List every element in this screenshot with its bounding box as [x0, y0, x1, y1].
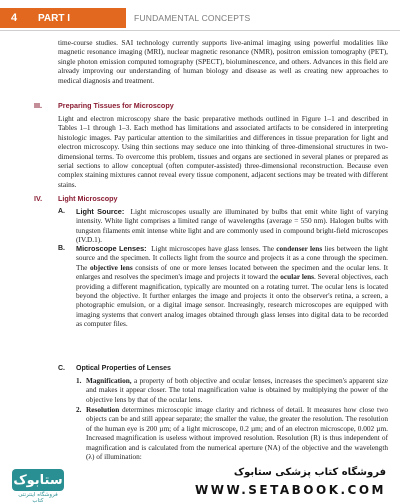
subsection-b-text [76, 244, 388, 329]
chapter-title: FUNDAMENTAL CONCEPTS [134, 13, 251, 23]
item-title: Resolution [86, 405, 120, 414]
setabook-logo [12, 469, 64, 504]
item-title: Magnification, [86, 376, 132, 385]
item-body: determines microscopic image clarity and richness of detail. It measures how close two objects can be and still appear separate; the smaller the value, the greater the resolution. The resolution of the human eye is 200 µm; of a light microscope, 0.2 µm; and of an electron microscope, 0.002 µm. Increased magnification is useless without improved resolution. Resolution (R) is thus independent of magnification and is calculated from the numerical aperture (NA) of the objective and the wavelength (λ) of illumination: [86, 405, 388, 462]
subsection-body: Light microscopes usually are illuminated by bulbs that emit white light of varying intensity. White light comprises a limited range of wavelengths (average = 550 nm). Halogen bulbs with tungsten filaments emit intense white light and are commonly used in compound bright-field microscopes (IV.D.1). [76, 207, 389, 245]
header-divider [0, 30, 400, 31]
subsection-title: Microscope Lenses: [76, 244, 147, 253]
subsection-label: B. [58, 245, 65, 252]
item-number: 1. [76, 376, 82, 385]
key-term: objective lens [89, 262, 133, 272]
key-term: ocular lens [280, 272, 314, 282]
page-header [0, 0, 400, 34]
item-number: 2. [76, 405, 82, 414]
subsection-title: Optical Properties of Lenses [76, 365, 171, 372]
subsection-a-text [76, 207, 388, 245]
part-label: PART I [28, 8, 126, 28]
section-number: III. [34, 101, 42, 110]
page-number: 4 [0, 8, 28, 28]
section-title: Light Microscopy [58, 194, 118, 203]
logo-subtitle: فروشگاه اینترنتی کتاب [18, 492, 58, 504]
item-1-text [86, 376, 388, 404]
key-term: condenser lens [276, 244, 323, 253]
footer-persian-line: فروشگاه کتاب پزشکی ستابوک [233, 467, 386, 478]
logo-mark: ستابوک [12, 469, 64, 491]
section-number: IV. [34, 194, 43, 203]
text-run: Light microscopes have glass lenses. The [151, 244, 277, 253]
subsection-label: C. [58, 365, 65, 372]
section-title: Preparing Tissues for Microscopy [58, 101, 174, 110]
subsection-title: Light Source: [76, 207, 125, 216]
text-run: . Several objectives, each providing a different magnification, typically are mounted on a rotating turret. The ocular lens is located beyond the objective. It further enlarges the image and projects it onto the observer's retina, a screen, a photographic emulsion, or a digital image sensor. Increasingly, research microscopes are equipped with imaging systems that convert analog images obtained through glass lenses into digital data to be recorded as computer files. [76, 272, 389, 329]
text-run: consists of one or more lenses located between the specimen and the ocular lens. It enlarges and resolves the specimen's image and projects it toward the [76, 262, 388, 282]
item-body: a property of both objective and ocular lenses, increases the specimen's apparent size and makes it appear closer. The total magnification value is obtained by multiplying the power of the objective lens by that of the ocular lens. [86, 376, 388, 404]
footer-url[interactable]: WWW.SETABOOK.COM [194, 483, 386, 497]
subsection-label: A. [58, 208, 65, 215]
watermark-footer [0, 463, 400, 502]
intro-paragraph: time-course studies. SAI technology currently supports live-animal imaging using powerful modalities like magnetic resonance imaging (MRI), nuclear magnetic resonance (NMR), positron emission tomography (PET), single photon emission computed tomography (SPECT), bioluminescence, and others. Advances in this field are already improving our understanding of human biology and disease as well as creating new approaches to medical diagnosis and treatment. [58, 38, 388, 85]
text-run: lies between the light source and the specimen. It collects light from the source and projects it as a cone through the specimen. The [76, 244, 389, 272]
item-2-text [86, 405, 388, 461]
section3-paragraph: Light and electron microscopy share the basic preparative methods outlined in Figure 1–1 and described in Tables 1–1 through 1–3. Each method has limitations and associated artifacts to be considered in interpreting histologic images. Pay particular attention to the similarities and differences in tissue preparation for light and electron microscopy. Using thin sections may seduce one into thinking of three-dimensional structures in two-dimensional terms. To overcome this problem, tissues and organs are sectioned in several planes or prepared as serial sections to allow conceptual (often computer-assisted) three-dimensional reconstruction. Because even complex staining mixtures cannot reveal every tissue component, adjacent sections may be treated with different stains. [58, 114, 388, 189]
